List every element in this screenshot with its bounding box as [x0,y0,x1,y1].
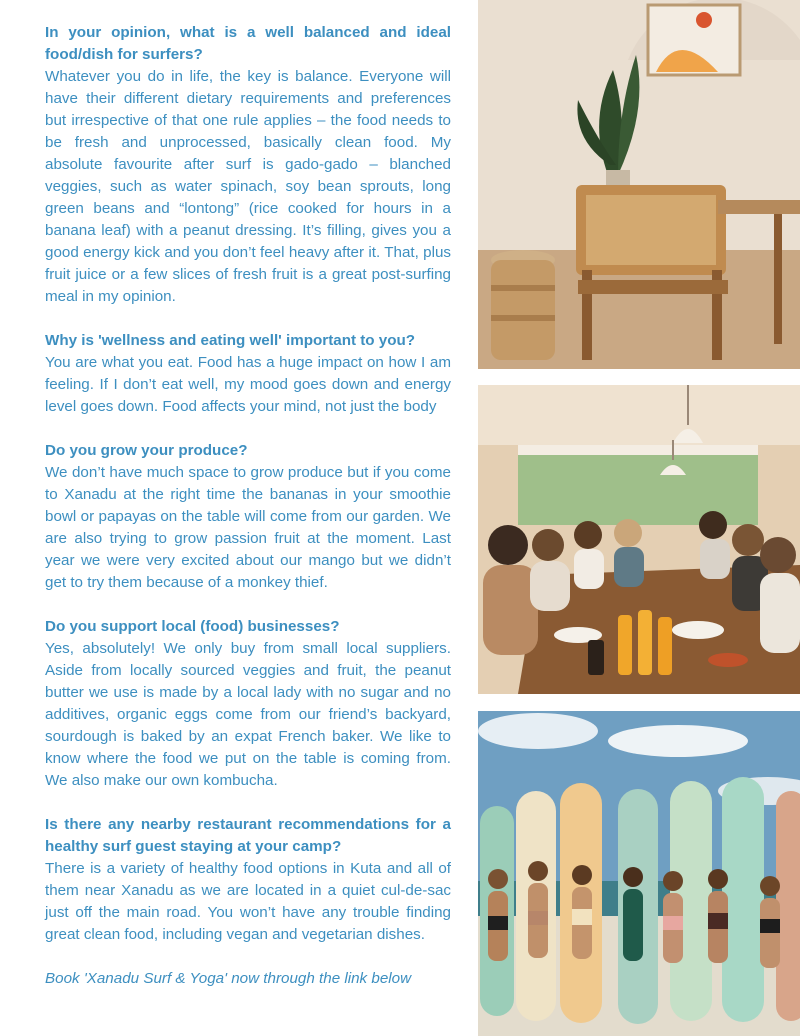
answer-paragraph: Yes, absolutely! We only buy from small local suppliers. Aside from locally sourced veggies and fruit, the peanut butter we use is made by a local lady with no sugar and no additives, organic eggs come from our friend’s backyard, sourdough is baked by an expat French baker. We like to know where the food we put on the table is coming from. We also make our own kombucha. [45,640,451,789]
question-heading: Do you grow your produce? [45,442,248,459]
answer-paragraph: You are what you eat. Food has a huge impact on how I am feeling. If I don’t eat well, my mood goes down and energy level goes down. Food affects your mind, not just the body [45,354,451,415]
answer-paragraph: We don’t have much space to grow produce but if you come to Xanadu at the right time the bananas in your smoothie bowl or papayas on the table will come from our garden. We are also trying to grow passion fruit at the moment. Last year we were very excited about our mango but we didn’t get to try them because of a monkey thief. [45,464,451,591]
chair-interior-photo [478,0,800,369]
interview-column [45,22,451,990]
answer-paragraph: Whatever you do in life, the key is balance. Everyone will have their different dietary requirements and preferences but irrespective of that one rule applies – the food needs to be fresh and unprocessed, basically clean food. My absolute favourite after surf is gado-gado – blanched veggies, such as water spinach, soy bean sprouts, long green beans and “lontong” (rice cooked for hours in a banana leaf) with a peanut dressing. It’s filling, gives you a good energy kick and you don’t feel heavy after it. That, plus fruit juice or a few slices of fresh fruit is a great post-surfing meal in my opinion. [45,68,451,305]
group-dining-photo [478,385,800,694]
question-heading: Is there any nearby restaurant recommendations for a healthy surf guest staying at your camp? [45,816,451,855]
qa-block-wellness [45,330,451,418]
qa-block-restaurants [45,814,451,946]
answer-paragraph: There is a variety of healthy food options in Kuta and all of them near Xanadu as we are located in a quiet cul-de-sac just off the main road. You won’t have any trouble finding great clean food, including vegan and vegetarian dishes. [45,860,451,943]
booking-call-to-action: Book 'Xanadu Surf & Yoga' now through the link below [45,970,412,987]
qa-block-balanced-food [45,22,451,308]
qa-block-grow-produce [45,440,451,594]
question-heading: In your opinion, what is a well balanced and ideal food/dish for surfers? [45,24,451,63]
surfers-with-boards-photo [478,711,800,1036]
question-heading: Do you support local (food) businesses? [45,618,340,635]
question-heading: Why is 'wellness and eating well' important to you? [45,332,416,349]
qa-block-local-business [45,616,451,792]
